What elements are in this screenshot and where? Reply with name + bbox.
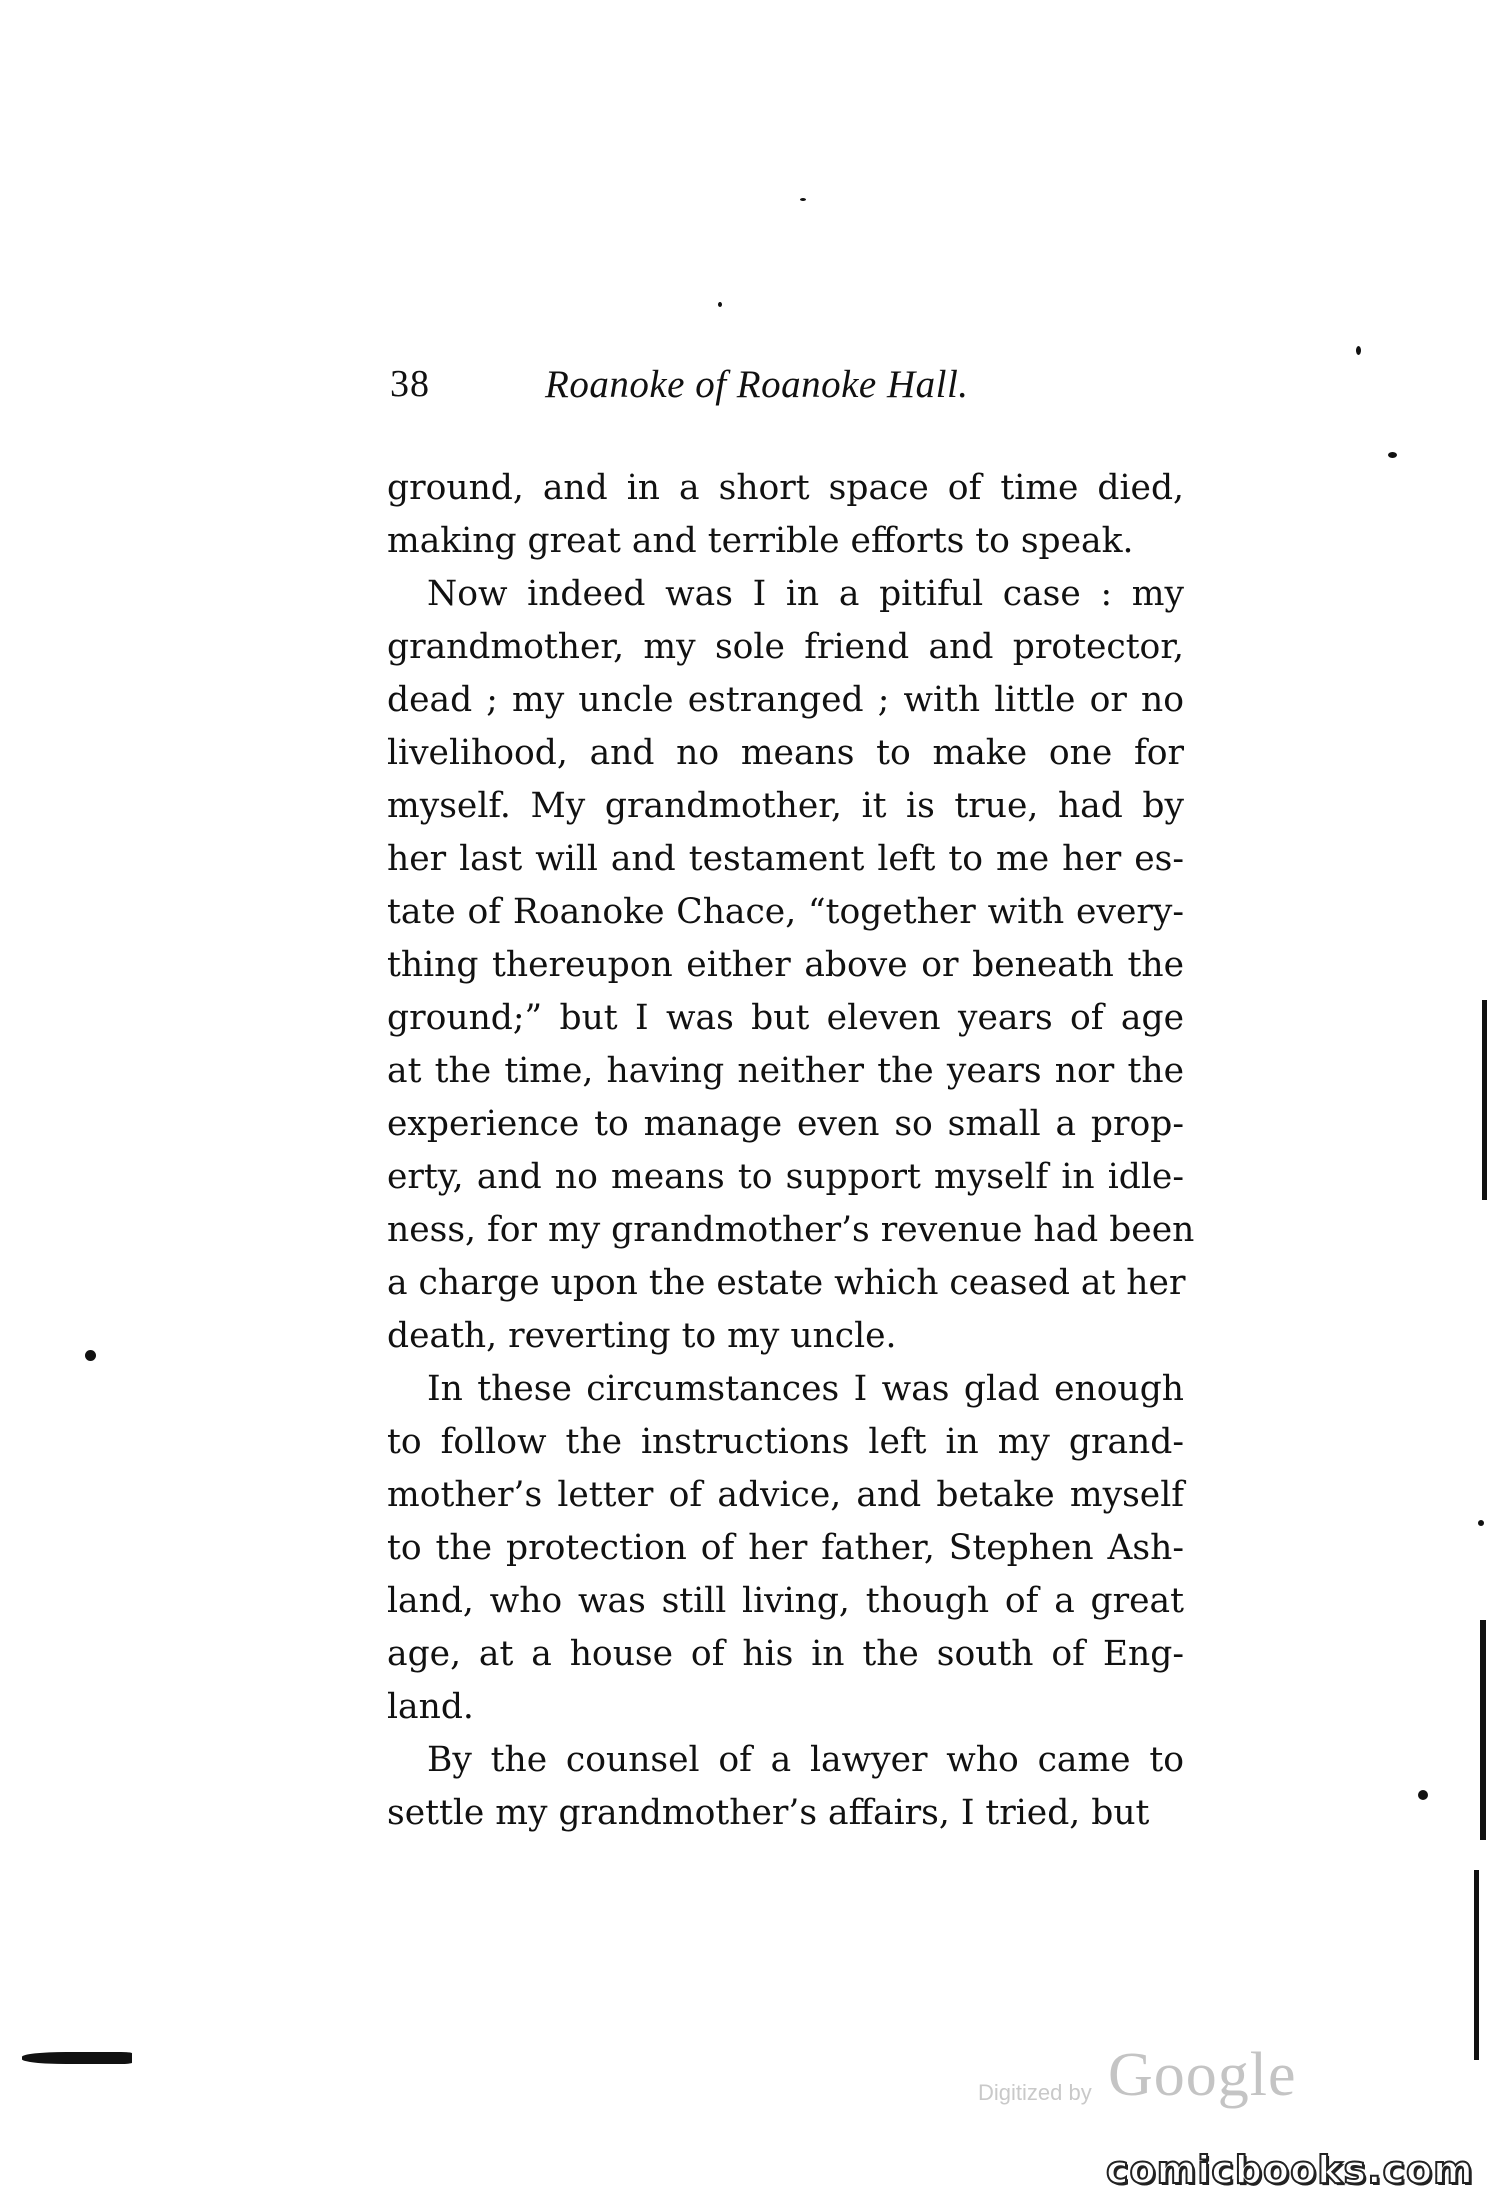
text-line: at the time, having neither the years nor the <box>387 1051 1184 1091</box>
scan-speck <box>800 198 806 201</box>
text-line: thing thereupon either above or beneath the <box>387 945 1184 985</box>
scan-speck <box>1418 1790 1428 1800</box>
scan-speck <box>1388 452 1397 458</box>
text-line: to follow the instructions left in my grand- <box>387 1422 1184 1462</box>
scan-speck <box>1478 1520 1484 1526</box>
text-line: land, who was still living, though of a great <box>387 1581 1184 1621</box>
scan-speck <box>1356 346 1361 355</box>
scan-edge-mark <box>1474 1870 1479 2060</box>
text-line: settle my grandmother’s affairs, I tried, but <box>387 1793 1150 1833</box>
page-number: 38 <box>390 363 430 405</box>
scan-edge-mark <box>1482 1000 1487 1200</box>
text-line: erty, and no means to support myself in idle- <box>387 1157 1184 1197</box>
watermark-google: Google <box>1108 2041 1297 2109</box>
text-line: to the protection of her father, Stephen Ash- <box>387 1528 1184 1568</box>
page-header <box>390 362 1190 422</box>
site-logo: comicbooks.com <box>1106 2148 1474 2192</box>
text-line: experience to manage even so small a prop- <box>387 1104 1184 1144</box>
watermark-digitized-by: Digitized by <box>978 2080 1092 2105</box>
scan-smudge <box>22 2052 132 2064</box>
scan-speck <box>85 1350 96 1361</box>
text-line: ground;” but I was but eleven years of age <box>387 998 1184 1038</box>
scan-edge-mark <box>1480 1620 1486 1840</box>
text-line: myself. My grandmother, it is true, had by <box>387 786 1184 826</box>
text-line: tate of Roanoke Chace, “together with every- <box>387 892 1184 932</box>
scan-speck <box>718 302 722 307</box>
text-line: age, at a house of his in the south of Eng- <box>387 1634 1184 1674</box>
text-line: ness, for my grandmother’s revenue had been <box>387 1210 1195 1250</box>
text-line: a charge upon the estate which ceased at her <box>387 1263 1186 1303</box>
body-text <box>387 462 1195 1840</box>
google-watermark <box>978 2040 1298 2120</box>
text-line: livelihood, and no means to make one for <box>387 733 1184 773</box>
text-line: dead ; my uncle estranged ; with little or no <box>387 680 1184 720</box>
text-line: ground, and in a short space of time died, <box>387 468 1184 508</box>
text-line: In these circumstances I was glad enough <box>427 1369 1184 1409</box>
text-line: Now indeed was I in a pitiful case : my <box>427 574 1184 614</box>
text-line: her last will and testament left to me her es- <box>387 839 1184 879</box>
text-line: death, reverting to my uncle. <box>387 1316 897 1356</box>
text-line: making great and terrible efforts to speak. <box>387 521 1134 561</box>
text-line: mother’s letter of advice, and betake myself <box>387 1475 1184 1515</box>
text-line: By the counsel of a lawyer who came to <box>427 1740 1184 1780</box>
running-title: Roanoke of Roanoke Hall. <box>545 363 969 406</box>
text-line: grandmother, my sole friend and protector, <box>387 627 1184 667</box>
text-line: land. <box>387 1687 474 1727</box>
